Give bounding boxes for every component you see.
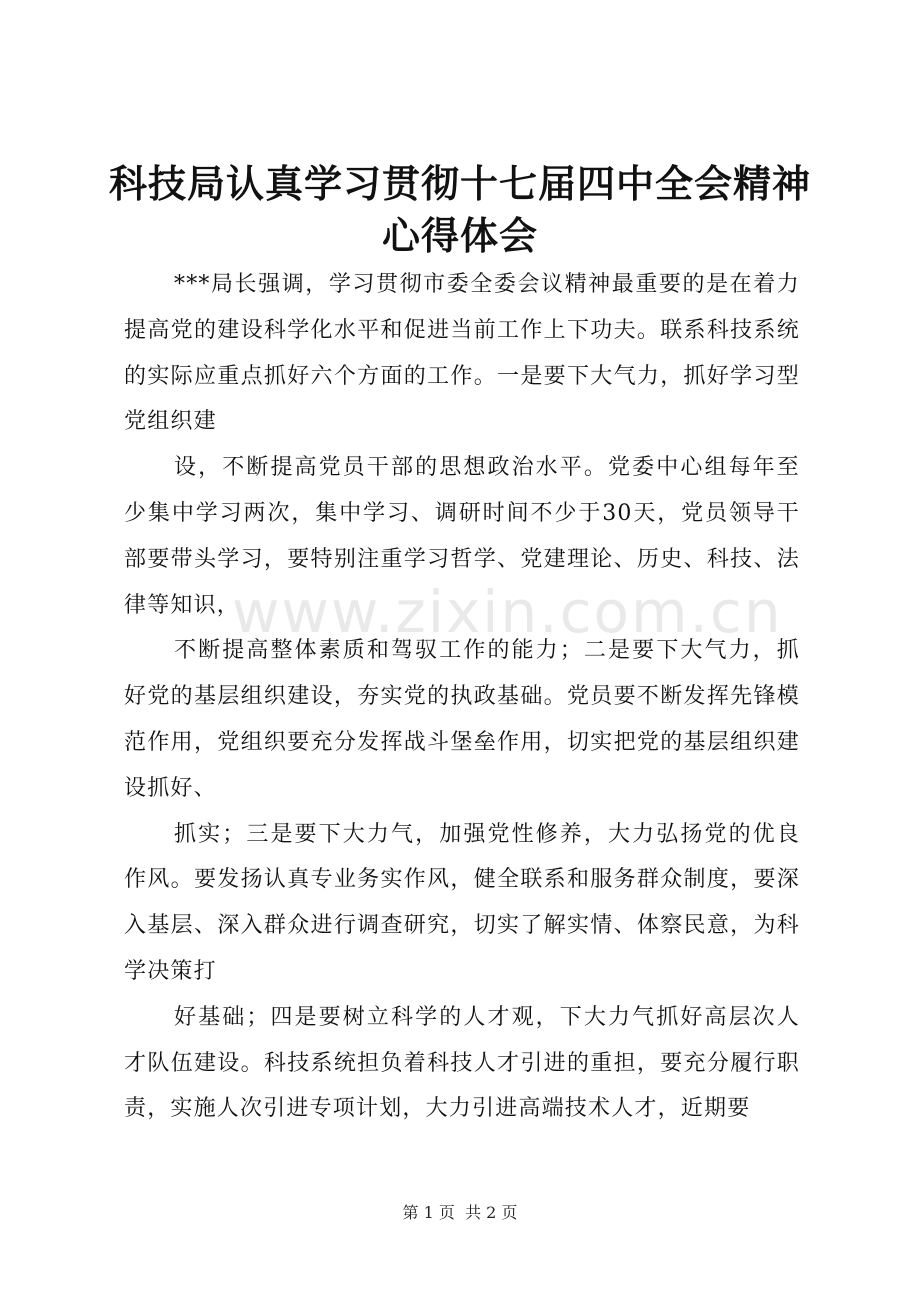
body-paragraph-3: 不断提高整体素质和驾驭工作的能力；二是要下大气力，抓好党的基层组织建设，夯实党的执政基础。党员要不断发挥先锋模范作用，党组织要充分发挥战斗堡垒作用，切实把党的基层组织建设抓好、 bbox=[124, 638, 800, 801]
page-number-label: 第 1 页 共 2 页 bbox=[402, 1203, 518, 1222]
watermark: www.zixin.com.cn bbox=[232, 578, 783, 646]
body-paragraph-4: 抓实；三是要下大力气，加强党性修养，大力弘扬党的优良作风。要发扬认真专业务实作风，健全联系和服务群众制度，要深入基层、深入群众进行调查研究，切实了解实情、体察民意，为科学决策打 bbox=[124, 821, 800, 984]
page-footer bbox=[0, 1200, 920, 1223]
body-paragraph-1: ***局长强调，学习贯彻市委全委会议精神最重要的是在着力提高党的建设科学化水平和促进当前工作上下功夫。联系科技系统的实际应重点抓好六个方面的工作。一是要下大气力，抓好学习型党组织建 bbox=[124, 272, 800, 435]
body-paragraph-5: 好基础；四是要树立科学的人才观，下大力气抓好高层次人才队伍建设。科技系统担负着科技人才引进的重担，要充分履行职责，实施人次引进专项计划，大力引进高端技术人才，近期要 bbox=[124, 1004, 800, 1122]
document-body bbox=[124, 262, 800, 1132]
body-paragraph-2: 设，不断提高党员干部的思想政治水平。党委中心组每年至少集中学习两次，集中学习、调研时间不少于30天，党员领导干部要带头学习，要特别注重学习哲学、党建理论、历史、科技、法律等知识， bbox=[124, 455, 800, 618]
document-title: 科技局认真学习贯彻十七届四中全会精神心得体会 bbox=[108, 161, 811, 258]
